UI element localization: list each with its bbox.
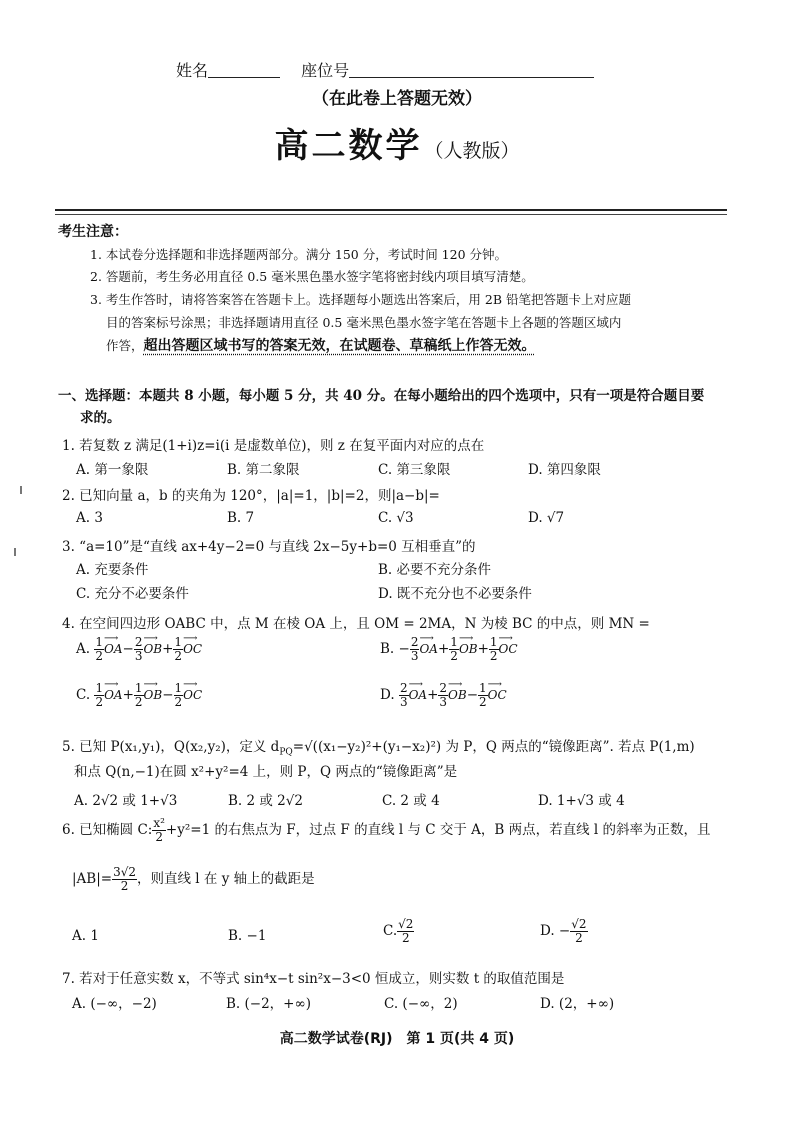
vec-ob: ⟶ OB	[448, 688, 467, 702]
q4-option-c: C. $\frac{1}{2}$ ⟶ OA+ $\frac{1}{2}$ ⟶ OB− $\frac{1}{2}$ ⟶ OC	[76, 682, 202, 709]
scan-speck	[20, 486, 22, 494]
invalid-note: （在此卷上答题无效）	[312, 89, 482, 109]
frac-2-3: $\frac{2}{3}$	[410, 635, 419, 663]
q5-text-a: 5. 已知 P(x₁,y₁)，Q(x₂,y₂)，定义 d	[62, 739, 280, 755]
q5-option-b: B. 2 或 2√2	[228, 793, 303, 809]
question-5-line-1	[62, 735, 695, 758]
q6-text-a: 6. 已知椭圆 C:	[62, 822, 153, 838]
frac-1-2: $\frac{1}{2}$	[479, 681, 487, 709]
frac-1-2: $\frac{1}{2}$	[95, 681, 104, 709]
vec-oa: ⟶ OA	[409, 688, 428, 702]
question-4-stem: 4. 在空间四边形 OABC 中，点 M 在棱 OA 上，且 OM = 2MA，N 为棱 BC 的中点，则 MN =	[62, 616, 650, 632]
q4-option-d: D. $\frac{2}{3}$ ⟶ OA+ $\frac{2}{3}$ ⟶ OB− $\frac{1}{2}$ ⟶ OC	[380, 682, 507, 709]
vec-oa: ⟶ OA	[104, 642, 123, 656]
vec-oa: ⟶ OA	[419, 642, 438, 656]
frac-2-3: $\frac{2}{3}$	[439, 681, 448, 709]
frac-1-2: $\frac{1}{2}$	[95, 635, 103, 663]
notice-emphasis: 超出答题区域书写的答案无效，在试题卷、草稿纸上作答无效。	[143, 338, 536, 354]
q5-option-c: C. 2 或 4	[382, 793, 440, 809]
name-seat-row	[176, 58, 594, 81]
section-line-1: 一、选择题：本题共 8 小题，每小题 5 分，共 40 分。在每小题给出的四个选项中，只有一项是符合题目要	[58, 388, 705, 404]
vec-oc: ⟶ OC	[499, 642, 518, 656]
frac-2-3: $\frac{2}{3}$	[399, 681, 408, 709]
q6-d-label: D. −	[540, 923, 571, 939]
name-blank[interactable]	[208, 63, 280, 78]
page-title	[0, 118, 794, 167]
q3-option-d: D. 既不充分也不必要条件	[378, 586, 532, 602]
divider-thick	[55, 209, 727, 211]
seat-label: 座位号	[301, 61, 350, 80]
q6-text-d: ，则直线 l 在 y 轴上的截距是	[137, 871, 315, 887]
q3-option-b: B. 必要不充分条件	[378, 562, 492, 578]
vec-ob: ⟶ OB	[143, 642, 162, 656]
question-7-stem: 7. 若对于任意实数 x，不等式 sin⁴x−t sin²x−3<0 恒成立，则实数 t 的取值范围是	[62, 971, 565, 987]
vec-oc: ⟶ OC	[488, 688, 507, 702]
frac-1-2: $\frac{1}{2}$	[134, 681, 143, 709]
vec-oa: ⟶ OA	[104, 688, 123, 702]
q7-option-b: B. (−2，+∞)	[226, 996, 311, 1012]
q6-option-b: B. −1	[228, 928, 267, 944]
q4-a-label: A.	[76, 641, 91, 657]
q6-option-a: A. 1	[72, 928, 99, 944]
q6-text-c: |AB|=	[72, 871, 113, 887]
section-line-2: 求的。	[80, 410, 121, 426]
q6-text-b: +y²=1 的右焦点为 F，过点 F 的直线 l 与 C 交于 A，B 两点，若直线 l 的斜率为正数，且	[165, 822, 711, 838]
question-3-stem: 3. “a=10”是“直线 ax+4y−2=0 与直线 2x−5y+b=0 互相垂直”的	[62, 539, 476, 555]
q5-subscript: PQ	[279, 747, 293, 758]
question-2-stem: 2. 已知向量 a，b 的夹角为 120°，|a|=1，|b|=2，则|a−b|=	[62, 488, 440, 504]
q7-option-c: C. (−∞，2)	[384, 996, 458, 1012]
vec-oc: ⟶ OC	[183, 642, 202, 656]
frac-1-2: $\frac{1}{2}$	[450, 635, 458, 663]
title-main: 高二数学	[274, 126, 423, 166]
q6-option-d	[540, 918, 588, 945]
vec-ob: ⟶ OB	[459, 642, 478, 656]
q2-option-b: B. 7	[227, 510, 255, 526]
q1-option-b: B. 第二象限	[227, 462, 300, 478]
name-label: 姓名	[176, 61, 209, 80]
question-6-line-2	[72, 866, 315, 893]
q2-option-d: D. √7	[528, 510, 565, 526]
q7-option-a: A. (−∞，−2)	[72, 996, 157, 1012]
frac-1-2: $\frac{1}{2}$	[174, 635, 183, 663]
frac-3root2-2: $\frac{3√2}{2}$	[113, 865, 136, 893]
q5-text-b: =√((x₁−y₂)²+(y₁−x₂)²) 为 P，Q 两点的“镜像距离”. 若点 P(1,m)	[292, 739, 695, 755]
q2-option-c: C. √3	[378, 510, 414, 526]
notice-item-3: 3. 考生作答时，请将答案答在答题卡上。选择题每小题选出答案后，用 2B 铅笔把答题卡上对应题	[90, 292, 631, 307]
section-heading	[58, 385, 738, 429]
question-5-line-2: 和点 Q(n,−1)在圆 x²+y²=4 上，则 P，Q 两点的“镜像距离”是	[74, 764, 458, 780]
divider-thin	[55, 214, 727, 215]
q4-b-label: B.	[380, 641, 395, 657]
q1-option-a: A. 第一象限	[76, 462, 149, 478]
frac-root2-2: $\frac{√2}{2}$	[398, 917, 414, 945]
vec-ob: ⟶ OB	[144, 688, 163, 702]
q3-option-a: A. 充要条件	[76, 562, 149, 578]
q6-c-label: C.	[383, 923, 398, 939]
page-footer: 高二数学试卷(RJ) 第 1 页(共 4 页)	[279, 1031, 515, 1047]
q1-option-d: D. 第四象限	[528, 462, 601, 478]
title-edition: （人教版）	[424, 140, 520, 162]
notice-item-3-end	[106, 335, 536, 357]
q4-option-a: A. $\frac{1}{2}$ ⟶ OA− $\frac{2}{3}$ ⟶ OB+ $\frac{1}{2}$ ⟶ OC	[76, 636, 202, 663]
q5-option-a: A. 2√2 或 1+√3	[74, 793, 178, 809]
frac-x2-2: $\frac{\text{x²}}{2}$	[153, 816, 165, 844]
notice-item-2: 2. 答题前，考生务必用直径 0.5 毫米黑色墨水签字笔将密封线内项目填写清楚。	[90, 269, 534, 284]
notice-item-1: 1. 本试卷分选择题和非选择题两部分。满分 150 分，考试时间 120 分钟。	[90, 247, 508, 262]
seat-blank[interactable]	[349, 63, 594, 78]
frac-2-3: $\frac{2}{3}$	[134, 635, 143, 663]
frac-1-2: $\frac{1}{2}$	[489, 635, 498, 663]
scan-speck	[14, 548, 16, 556]
notice-item-3-cont: 目的答案标号涂黑；非选择题请用直径 0.5 毫米黑色墨水签字笔在答题卡上各题的答题区域内	[106, 315, 622, 330]
q5-option-d: D. 1+√3 或 4	[538, 793, 625, 809]
q6-option-c	[383, 918, 414, 945]
vec-oc: ⟶ OC	[183, 688, 202, 702]
q7-option-d: D. (2，+∞)	[540, 996, 615, 1012]
question-6-line-1	[62, 817, 711, 844]
q4-option-b: B. − $\frac{2}{3}$ ⟶ OA+ $\frac{1}{2}$ ⟶ OB+ $\frac{1}{2}$ ⟶ OC	[380, 636, 518, 663]
q3-option-c: C. 充分不必要条件	[76, 586, 189, 602]
question-1-stem: 1. 若复数 z 满足(1+i)z=i(i 是虚数单位)，则 z 在复平面内对应的点在	[62, 438, 485, 454]
notice-item-3-tail: 作答，	[106, 338, 144, 353]
q4-d-label: D.	[380, 687, 395, 703]
q2-option-a: A. 3	[76, 510, 103, 526]
notice-title: 考生注意：	[58, 224, 128, 240]
frac-1-2: $\frac{1}{2}$	[174, 681, 183, 709]
frac-root2-2: $\frac{√2}{2}$	[571, 917, 587, 945]
q4-c-label: C.	[76, 687, 91, 703]
q1-option-c: C. 第三象限	[378, 462, 451, 478]
